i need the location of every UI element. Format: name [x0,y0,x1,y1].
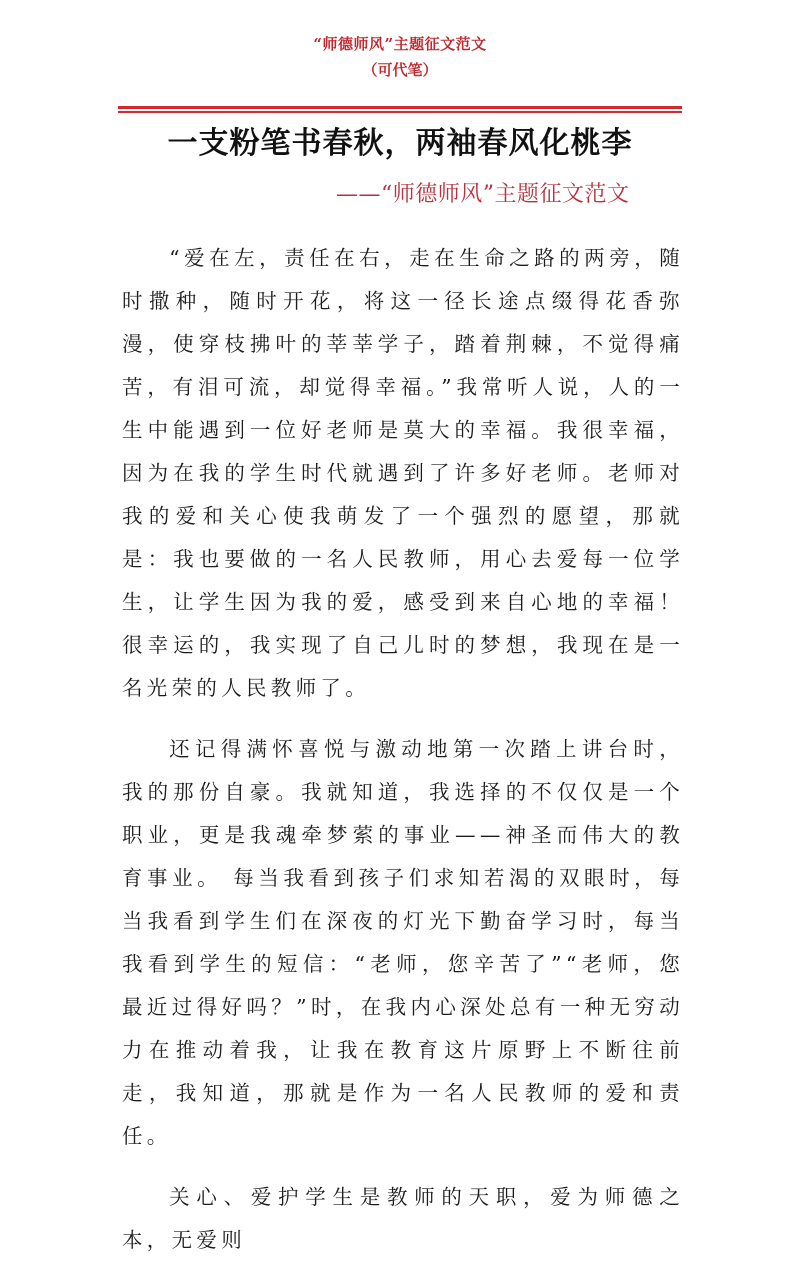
header-divider-thin [118,111,682,113]
header-title: “师德师风”主题征文范文 [313,35,487,53]
header-subtitle: （可代笔） [362,61,438,79]
document-subtitle: ——“师德师风”主题征文范文 [336,182,630,207]
paragraph-2: 还记得满怀喜悦与激动地第一次踏上讲台时，我的那份自豪。我就知道，我选择的不仅仅是一个职业，更是我魂牵梦萦的事业——神圣而伟大的教育事业。 每当我看到孩子们求知若渴的双眼时，每当我看到学生们在深夜的灯光下勤奋学习时，每当我看到学生的短信：“老师，您辛苦了”“老师，您最近过得好吗？”时，在我内心深处总有一种无穷动力在推动着我，让我在教育这片原野上不断往前走，我知道，那就是作为一名人民教师的爱和责任。 [122,737,684,1148]
paragraph-1: “爱在左，责任在右，走在生命之路的两旁，随时撒种，随时开花，将这一径长途点缀得花香弥漫，使穿枝拂叶的莘莘学子，踏着荆棘，不觉得痛苦，有泪可流，却觉得幸福。”我常听人说，人的一生中能遇到一位好老师是莫大的幸福。我很幸福，因为在我的学生时代就遇到了许多好老师。老师对我的爱和关心使我萌发了一个强烈的愿望，那就是：我也要做的一名人民教师，用心去爱每一位学生，让学生因为我的爱，感受到来自心地的幸福！ 很幸运的，我实现了自己儿时的梦想，我现在是一名光荣的人民教师了。 [122,246,684,700]
document-title: 一支粉笔书春秋，两袖春风化桃李 [167,126,633,161]
header-divider [118,106,682,114]
header-divider-thick [118,106,682,109]
paragraph-3: 关心、爱护学生是教师的天职，爱为师德之本，无爱则 [122,1185,684,1252]
document-body [122,237,684,1280]
